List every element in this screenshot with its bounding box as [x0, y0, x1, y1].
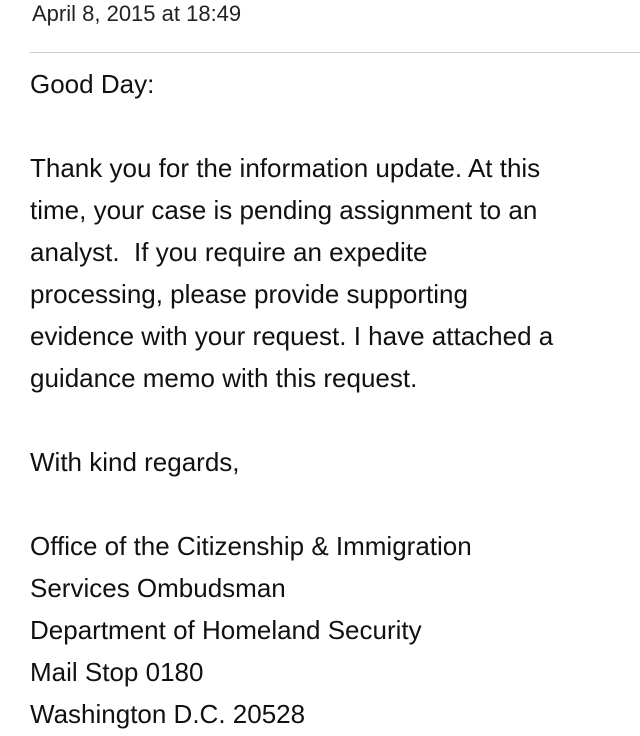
message-body — [30, 147, 610, 399]
signature-line: Services Ombudsman — [30, 573, 286, 603]
signature-line: Department of Homeland Security — [30, 615, 422, 645]
paragraph-gap — [30, 105, 630, 147]
signature-line: Mail Stop 0180 — [30, 657, 204, 687]
message-line: processing, please provide supporting — [30, 279, 468, 309]
message-line: analyst. If you require an expedite — [30, 237, 428, 267]
message-line: guidance memo with this request. — [30, 363, 418, 393]
message-line: Thank you for the information update. At this — [30, 153, 541, 183]
signature-line: Office of the Citizenship & Immigration — [30, 531, 472, 561]
message-line: time, your case is pending assignment to an — [30, 195, 538, 225]
greeting: Good Day: — [30, 69, 155, 99]
closing: With kind regards, — [30, 447, 240, 477]
message-line: evidence with your request. I have attached a — [30, 321, 554, 351]
paragraph-gap — [30, 399, 630, 441]
header-separator — [30, 52, 640, 53]
signature-block — [30, 525, 630, 735]
paragraph-gap — [30, 483, 630, 525]
email-body — [30, 63, 630, 735]
signature-line: Washington D.C. 20528 — [30, 699, 306, 729]
email-date: April 8, 2015 at 18:49 — [32, 1, 242, 26]
